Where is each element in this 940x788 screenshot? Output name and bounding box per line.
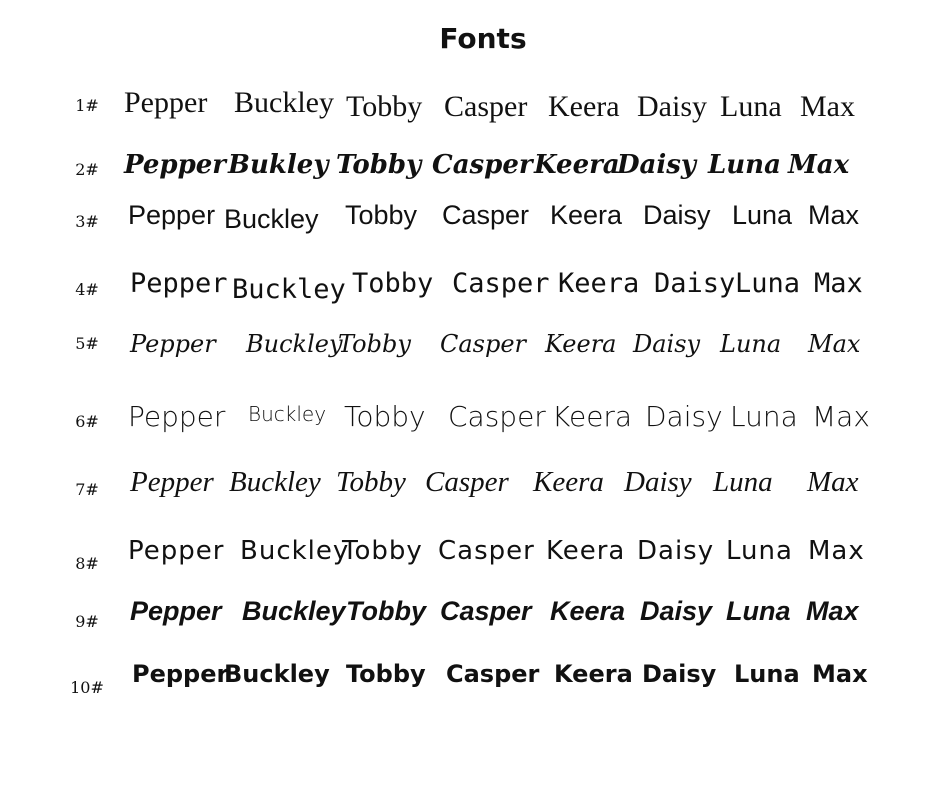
font-sample-name: Max <box>814 268 863 299</box>
font-sample-name: Daisy <box>642 660 717 688</box>
font-sample-name: Pepper <box>130 268 228 299</box>
font-sample-name: Tobby <box>344 400 426 433</box>
font-sample-name: Buckley <box>224 204 319 234</box>
font-sample-name: Luna <box>726 536 793 566</box>
font-sample-name: Luna <box>720 90 782 123</box>
font-sample-name: Pepper <box>128 400 226 433</box>
font-sample-name: Daisy <box>633 330 701 358</box>
font-sample-name: Max <box>812 400 870 433</box>
font-row <box>0 400 940 450</box>
font-sample-name: Casper <box>444 90 528 123</box>
font-sample-name: Tobby <box>345 200 418 230</box>
font-sample-name: Pepper <box>128 200 216 230</box>
font-sample-name: Buckley <box>246 330 343 358</box>
font-number: 1# <box>75 96 99 115</box>
font-sample-name: Keera <box>534 150 620 180</box>
font-sample-name: Luna <box>734 660 800 688</box>
font-sample-name: Keera <box>533 466 604 498</box>
font-sample-name: Keera <box>545 330 617 358</box>
font-sample-name: Max <box>812 660 868 688</box>
font-sample-name: Luna <box>708 150 781 180</box>
font-sample-name: Keera <box>558 268 640 299</box>
font-sample-name: Casper <box>440 596 532 626</box>
font-number: 3# <box>75 212 99 231</box>
font-row <box>0 200 940 250</box>
font-sample-name: Keera <box>554 660 633 688</box>
font-row <box>0 150 940 200</box>
font-sample-name: Casper <box>442 200 530 230</box>
font-number: 5# <box>75 334 99 353</box>
font-row <box>0 466 940 516</box>
font-number: 10# <box>70 678 104 697</box>
page-title: Fonts <box>439 22 527 55</box>
font-sample-name: Daisy <box>637 536 715 566</box>
font-sample-name: Bukley <box>228 150 329 180</box>
font-sample-name: Keera <box>550 200 623 230</box>
font-sample-name: Max <box>808 536 865 566</box>
font-sample-name: Buckley <box>234 86 334 119</box>
font-sample-name: Casper <box>425 466 509 498</box>
font-sample-name: Casper <box>446 660 540 688</box>
font-sample-name: Tobby <box>336 466 406 498</box>
font-sample-name: Pepper <box>130 596 222 626</box>
font-sample-name: Pepper <box>124 150 226 180</box>
font-sample-name: Luna <box>720 330 782 358</box>
font-sample-name: Luna <box>732 200 793 230</box>
font-sample-name: Pepper <box>128 536 225 566</box>
font-sample-name: Buckley <box>242 596 346 626</box>
font-number: 2# <box>75 160 99 179</box>
font-row <box>0 536 940 586</box>
font-sample-name: Casper <box>438 536 535 566</box>
font-row <box>0 268 940 318</box>
font-number: 6# <box>75 412 99 431</box>
font-sample-name: Pepper <box>132 660 229 688</box>
font-sample-name: Tobby <box>342 536 423 566</box>
font-sample-name: Daisy <box>645 400 723 433</box>
font-sample-name: Tobby <box>352 268 434 299</box>
font-sample-name: Daisy <box>617 150 697 180</box>
font-sample-name: Daisy <box>624 466 692 498</box>
font-sample-name: Max <box>806 596 859 626</box>
font-sample-name: Pepper <box>130 466 214 498</box>
font-sample-name: Casper <box>452 268 550 299</box>
font-sample-name: Casper <box>448 400 546 433</box>
font-sample-name: Max <box>800 90 855 123</box>
font-sample-name: Keera <box>550 596 626 626</box>
font-sample-name: Keera <box>552 400 633 433</box>
font-row <box>0 330 940 380</box>
font-sample-name: Pepper <box>130 330 216 358</box>
font-number: 8# <box>75 554 99 573</box>
font-sample-name: Max <box>807 466 859 498</box>
font-sample-name: Max <box>788 150 850 180</box>
font-sample-name: Tobby <box>346 660 426 688</box>
font-number: 7# <box>75 480 99 499</box>
font-sample-name: Keera <box>546 536 626 566</box>
font-sample-name: Daisy <box>640 596 713 626</box>
font-sample-name: Luna <box>730 400 798 433</box>
font-sample-name: Tobby <box>346 90 423 123</box>
font-sample-name: Daisy <box>637 90 707 123</box>
font-sample-name: Buckley <box>248 402 327 426</box>
font-sample-name: Buckley <box>229 466 321 498</box>
font-sample-name: Tobby <box>346 596 426 626</box>
font-sample-name: Luna <box>726 596 791 626</box>
font-sample-name: Luna <box>713 466 773 498</box>
font-number: 9# <box>75 612 99 631</box>
font-sample-name: Buckley <box>224 660 330 688</box>
font-sample-name: Pepper <box>124 86 208 119</box>
font-sample-name: Buckley <box>232 274 346 305</box>
font-row <box>0 86 940 136</box>
font-sample-name: Casper <box>432 150 533 180</box>
font-sample-name: Buckley <box>240 536 350 566</box>
font-row <box>0 660 940 710</box>
font-sample-name: Tobby <box>336 150 422 180</box>
font-row <box>0 596 940 646</box>
font-sample-name: Max <box>808 330 861 358</box>
font-sample-name: Tobby <box>338 330 411 358</box>
font-sample-name: Keera <box>548 90 620 123</box>
font-sample-name: Max <box>808 200 860 230</box>
font-sample-name: Luna <box>735 268 801 299</box>
font-sample-name: Casper <box>440 330 527 358</box>
font-number: 4# <box>75 280 99 299</box>
font-sample-name: Daisy <box>643 200 711 230</box>
font-sample-name: Daisy <box>654 268 736 299</box>
